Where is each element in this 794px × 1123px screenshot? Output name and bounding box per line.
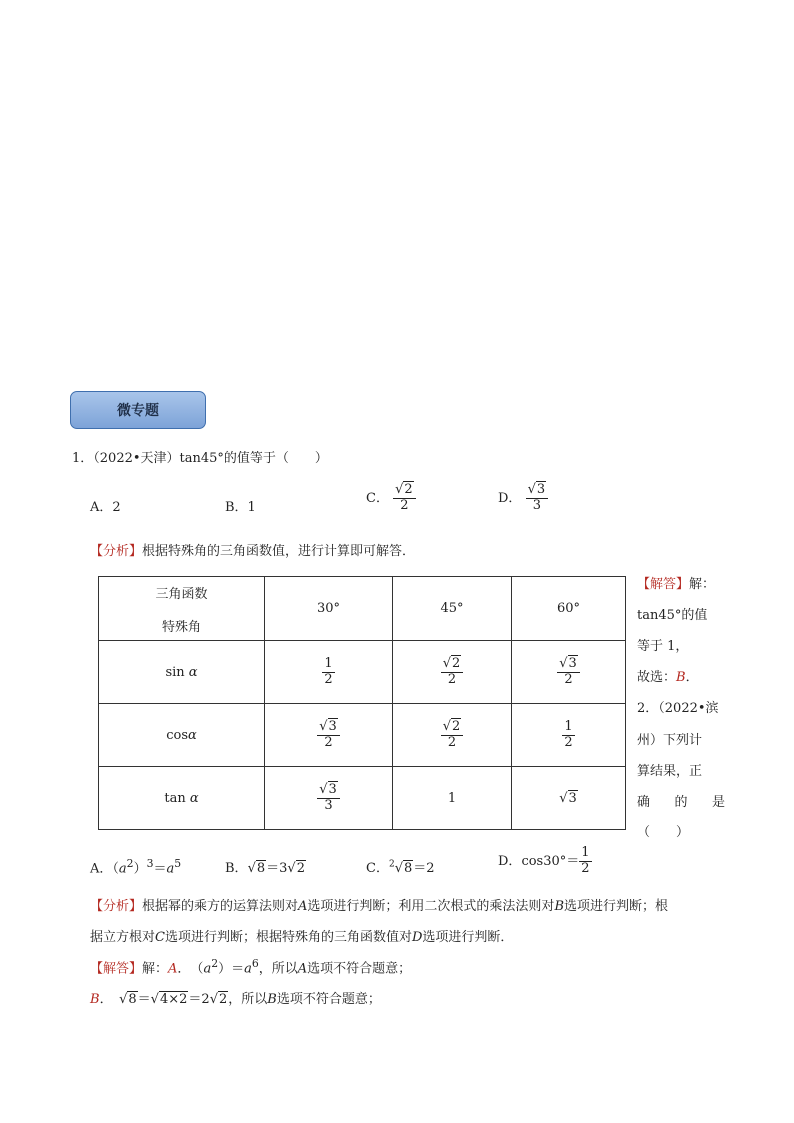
letter: A xyxy=(297,961,308,977)
fraction-numerator: √3 xyxy=(526,483,549,499)
sin-45 xyxy=(393,641,512,704)
q1-option-c-label: C． xyxy=(366,490,389,506)
fraction-denominator: 3 xyxy=(532,497,541,513)
answer-text: 选项不符合题意； xyxy=(307,961,412,977)
radicand: 3 xyxy=(568,655,577,671)
fraction-denominator: 2 xyxy=(400,497,409,513)
fraction-numerator: √3 xyxy=(317,720,340,736)
analysis-text: 据立方根对 xyxy=(90,930,156,945)
fraction-numerator: √3 xyxy=(557,657,580,673)
side-answer-line-2: tan45°的值 xyxy=(637,608,708,623)
table-header-corner xyxy=(99,577,265,641)
answer-tag: 【解答】 xyxy=(90,961,143,977)
q1-analysis xyxy=(90,540,415,559)
q2-stem-line-1: 2．（2022•滨 xyxy=(637,701,719,716)
row-label-sin xyxy=(99,641,265,704)
letter: D xyxy=(411,930,423,945)
answer-text: ，所以 xyxy=(228,992,268,1007)
answer-letter: B xyxy=(676,670,686,685)
radicand: 8 xyxy=(256,861,266,876)
fraction-denominator: 2 xyxy=(324,734,333,750)
tan-30 xyxy=(265,767,393,830)
header-angle-45: 45° xyxy=(393,577,512,641)
fraction-denominator: 2 xyxy=(564,734,573,750)
letter: A xyxy=(298,899,308,914)
fraction-numerator: √2 xyxy=(441,720,464,736)
fraction-denominator: 2 xyxy=(447,671,457,687)
fraction-numerator: 1 xyxy=(324,655,333,671)
radicand: 2 xyxy=(296,861,305,876)
radicand: 3 xyxy=(536,482,546,497)
section-badge-label: 微专题 xyxy=(117,403,159,419)
fraction-denominator: 2 xyxy=(447,734,457,750)
analysis-text: 选项进行判断；利用二次根式的乘法法则对 xyxy=(307,899,555,914)
analysis-tag: 【分析】 xyxy=(90,544,143,559)
q2-option-d xyxy=(498,846,592,877)
q1-option-a-text: A．2 xyxy=(90,500,121,515)
answer-text: ，所以 xyxy=(258,961,298,977)
side-answer-line-3: 等于 1， xyxy=(637,639,689,654)
answer-choose: 故选： xyxy=(637,670,677,685)
q2-stem-line-5: （ ） xyxy=(637,825,690,840)
analysis-text: 根据幂的乘方的运算法则对 xyxy=(142,899,299,914)
fraction-denominator: 2 xyxy=(581,860,590,876)
radicand: 3 xyxy=(328,718,337,734)
answer-text: ． （ xyxy=(177,961,204,977)
expression: cos30°＝ xyxy=(521,853,580,869)
analysis-text: 选项进行判断；根 xyxy=(564,899,669,914)
q2-word-2: 的 xyxy=(674,795,688,810)
radicand: 8 xyxy=(403,861,413,876)
answer-lead: 解： xyxy=(142,961,169,977)
q2-option-b: B．√8＝3√2 xyxy=(225,861,305,876)
fraction xyxy=(393,483,416,514)
q2-stem-line-2: 州）下列计 xyxy=(637,733,703,748)
root-index: 2 xyxy=(388,859,395,870)
side-answer-line-4 xyxy=(637,666,725,685)
section-badge xyxy=(70,391,206,429)
q2-stem-line-3: 算结果，正 xyxy=(637,764,703,779)
answer-text: ． xyxy=(99,992,107,1007)
answer-text: ）＝ xyxy=(218,961,245,977)
answer-lead: 解： xyxy=(689,577,716,592)
cos-30 xyxy=(265,704,393,767)
q2-option-d-label: D． xyxy=(498,853,522,869)
letter: C xyxy=(155,930,165,945)
q1-option-a xyxy=(90,496,121,515)
fraction xyxy=(579,846,591,877)
var: a xyxy=(203,961,212,977)
tan-60: √3 xyxy=(512,767,626,830)
q2-option-a xyxy=(90,857,181,876)
paren-open: （ xyxy=(112,861,119,877)
fraction-denominator: 3 xyxy=(324,797,333,813)
q2-answer-line-2: B． √8＝√4×2＝2√2，所以B选项不符合题意； xyxy=(90,992,381,1007)
q2-option-c: C．$^2$√8＝2 xyxy=(366,859,435,876)
q1-option-d xyxy=(498,483,548,514)
q2-analysis-line-1 xyxy=(90,895,730,914)
q2-option-a-label: A． xyxy=(90,861,113,877)
equals: ＝ xyxy=(153,861,167,877)
table-row-cos xyxy=(99,704,626,767)
fraction-numerator: √2 xyxy=(441,657,464,673)
radicand: 8 xyxy=(128,992,137,1007)
fraction-denominator: 2 xyxy=(564,671,573,687)
analysis-text: 选项进行判断；根据特殊角的三角函数值对 xyxy=(164,930,412,945)
equals: ＝2 xyxy=(188,992,210,1007)
fraction xyxy=(526,483,549,514)
radicand: 2 xyxy=(218,992,228,1007)
row-label-cos xyxy=(99,704,265,767)
exponent: 5 xyxy=(174,857,182,870)
header-title-angle: 特殊角 xyxy=(161,619,201,635)
equals: ＝ xyxy=(137,992,151,1007)
q1-stem xyxy=(72,447,328,466)
q2-answer-line-1 xyxy=(90,957,411,976)
letter: A xyxy=(168,961,178,977)
fraction-numerator: 1 xyxy=(581,845,590,860)
sin-30 xyxy=(265,641,393,704)
radicand: 3 xyxy=(568,790,577,806)
q1-number: 1． xyxy=(72,451,94,466)
q1-option-c xyxy=(366,483,416,514)
fraction-numerator: 1 xyxy=(564,718,573,734)
header-angle-30: 30° xyxy=(265,577,393,641)
header-title-function: 三角函数 xyxy=(155,586,208,602)
header-angle-60: 60° xyxy=(512,577,626,641)
paren-close: ） xyxy=(133,861,147,877)
radicand: 2 xyxy=(404,482,413,497)
q2-option-c-label: C． xyxy=(366,861,389,876)
exponent: 6 xyxy=(251,957,259,970)
q2-analysis-line-2 xyxy=(90,926,513,945)
fraction-denominator: 2 xyxy=(324,671,333,687)
fn-name: tan xyxy=(164,790,186,806)
fn-var: α xyxy=(189,790,199,806)
q2-word-3: 是 xyxy=(711,795,725,810)
letter: B xyxy=(267,992,277,1007)
equals: ＝3 xyxy=(266,861,288,876)
letter: B xyxy=(90,992,100,1007)
var: a xyxy=(244,961,252,977)
answer-end: ． xyxy=(685,670,699,685)
table-row-sin xyxy=(99,641,626,704)
fn-name: sin xyxy=(165,664,185,680)
var: a xyxy=(166,861,175,877)
cos-60 xyxy=(512,704,626,767)
table-row-tan xyxy=(99,767,626,830)
analysis-tag: 【分析】 xyxy=(90,899,143,914)
outer-exponent: 3 xyxy=(146,857,154,870)
letter: B xyxy=(554,899,564,914)
q2-word-1: 确 xyxy=(637,795,651,810)
analysis-text: 根据特殊角的三角函数值，进行计算即可解答． xyxy=(142,544,416,559)
exponent: 2 xyxy=(211,957,219,970)
side-answer-line-1 xyxy=(637,573,725,592)
analysis-text: 选项进行判断． xyxy=(422,930,514,945)
sin-60 xyxy=(512,641,626,704)
cos-45 xyxy=(393,704,512,767)
fn-name: cos xyxy=(166,727,188,743)
radicand: 4×2 xyxy=(159,992,188,1007)
fraction-numerator: √2 xyxy=(393,483,416,499)
q2-option-b-label: B． xyxy=(225,861,248,876)
row-label-tan xyxy=(99,767,265,830)
q1-option-d-label: D． xyxy=(498,490,522,506)
radicand: 3 xyxy=(328,781,337,797)
answer-text: 选项不符合题意； xyxy=(276,992,381,1007)
exponent: 2 xyxy=(126,857,134,870)
fraction-numerator: √3 xyxy=(317,783,340,799)
radicand: 2 xyxy=(452,718,461,734)
equals: ＝2 xyxy=(413,861,435,876)
trig-value-table xyxy=(98,576,626,830)
q1-option-b-text: B．1 xyxy=(225,500,256,515)
q1-text: （2022•天津）tan45°的值等于（ ） xyxy=(93,451,328,466)
tan-45: 1 xyxy=(393,767,512,830)
var: a xyxy=(118,861,127,877)
answer-tag: 【解答】 xyxy=(637,577,690,592)
fn-var: α xyxy=(188,664,198,680)
q2-stem-line-4 xyxy=(637,791,725,810)
fn-var: α xyxy=(188,727,197,743)
q1-option-b xyxy=(225,496,256,515)
radicand: 2 xyxy=(452,655,461,671)
